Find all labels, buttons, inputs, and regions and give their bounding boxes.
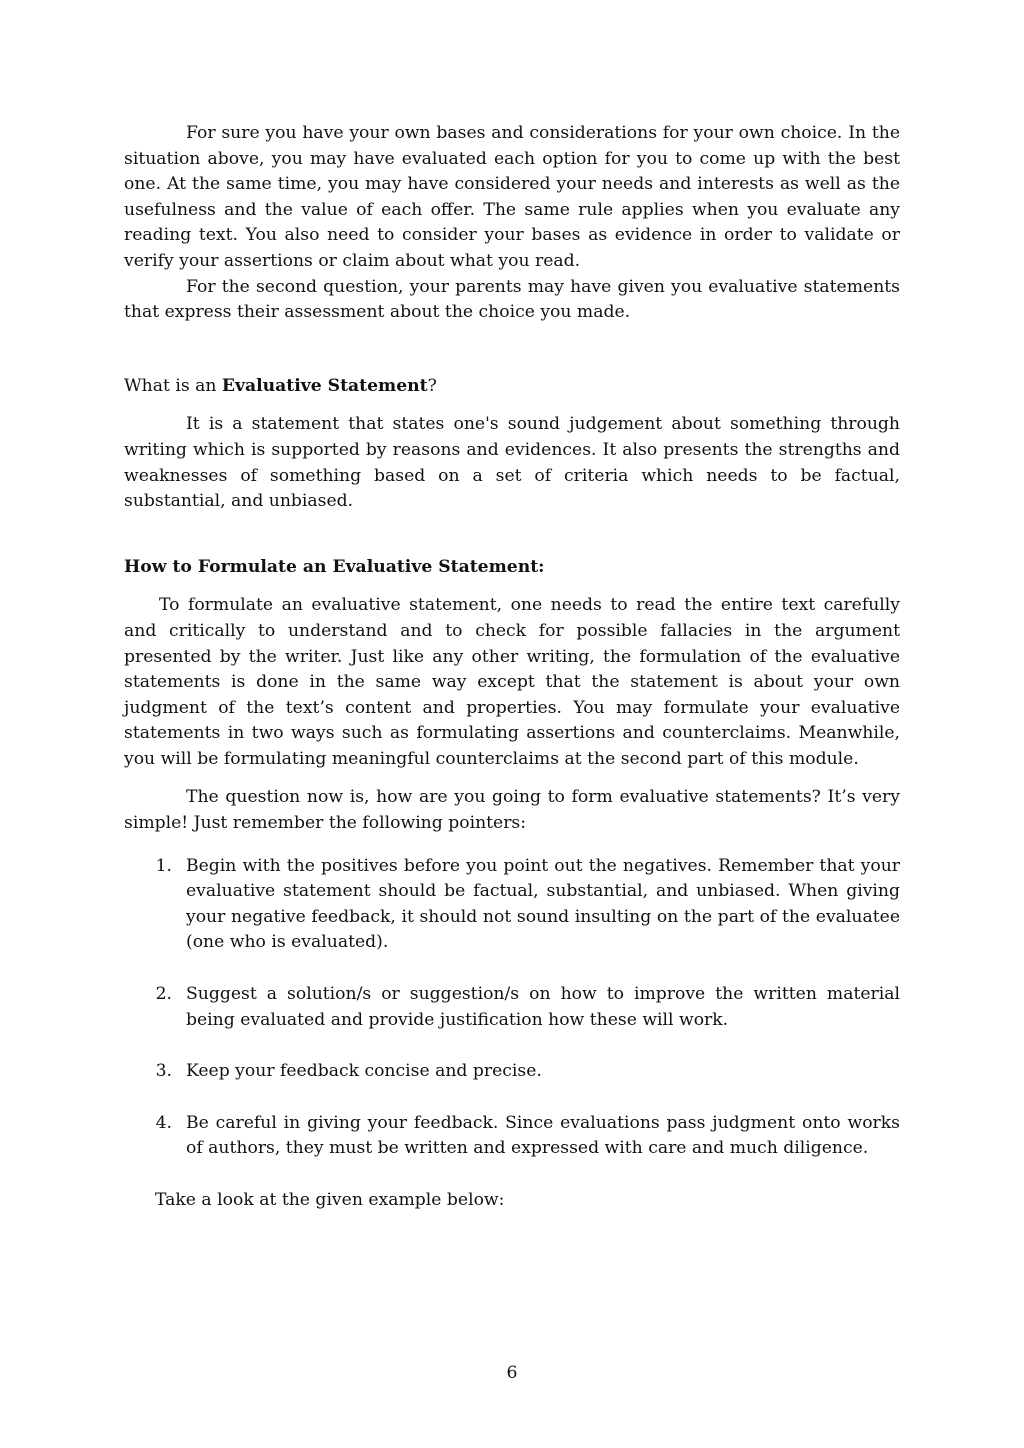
list-item-text: Keep your feedback concise and precise.: [186, 1061, 542, 1082]
question-prefix: What is an: [124, 375, 222, 396]
list-item-number: 2.: [155, 984, 172, 1005]
intro-paragraph-2: For the second question, your parents may have given you evaluative statements that express their assessment about the choice you made.: [124, 276, 900, 323]
list-item: [124, 982, 900, 1033]
howto-paragraph-1: To formulate an evaluative statement, one needs to read the entire text carefully and critically to understand and to check for possible fallacies in the argument presented by the writer. Just like any other writing, the formulation of the evaluative statements is done in the same way except that the statement is about your own judgment of the text’s content and properties. You may formulate your evaluative statements in two ways such as formulating assertions and counterclaims. Meanwhile, you will be formulating meaningful counterclaims at the second part of this module.: [124, 595, 900, 769]
intro-paragraph-1: For sure you have your own bases and considerations for your own choice. In the situation above, you may have evaluated each option for you to come up with the best one. At the same time, you may have considered your needs and interests as well as the usefulness and the value of each offer. The same rule applies when you evaluate any reading text. You also need to consider your bases as evidence in order to validate or verify your assertions or claim about what you read.: [124, 123, 900, 271]
question-line: [124, 374, 900, 400]
list-item-number: 3.: [155, 1061, 172, 1082]
question-term: Evaluative Statement: [221, 375, 428, 396]
list-item: [124, 854, 900, 956]
list-item: [124, 1059, 900, 1085]
list-item-text: Begin with the positives before you point out the negatives. Remember that your evaluative statement should be factual, substantial, and unbiased. When giving your negative feedback, it should not sound insulting on the part of the evaluatee (one who is evaluated).: [186, 855, 900, 953]
question-suffix: ?: [427, 375, 437, 396]
list-item-number: 4.: [155, 1112, 172, 1133]
example-intro: Take a look at the given example below:: [155, 1190, 505, 1210]
list-item-number: 1.: [155, 855, 172, 876]
pointers-list: [124, 854, 900, 1162]
section-heading: How to Formulate an Evaluative Statement:: [124, 556, 545, 577]
page-content: [124, 121, 900, 1214]
page-number: 6: [506, 1363, 518, 1383]
list-item-text: Be careful in giving your feedback. Since evaluations pass judgment onto works of authors, they must be written and expressed with care and much diligence.: [186, 1112, 900, 1159]
list-item-text: Suggest a solution/s or suggestion/s on how to improve the written material being evaluated and provide justification how these will work.: [186, 984, 900, 1030]
list-item: [124, 1111, 900, 1162]
howto-paragraph-2: The question now is, how are you going to form evaluative statements? It’s very simple! Just remember the following pointers:: [124, 787, 900, 834]
definition-paragraph: It is a statement that states one's sound judgement about something through writing which is supported by reasons and evidences. It also presents the strengths and weaknesses of something based on a set of criteria which needs to be factual, substantial, and unbiased.: [124, 414, 900, 512]
